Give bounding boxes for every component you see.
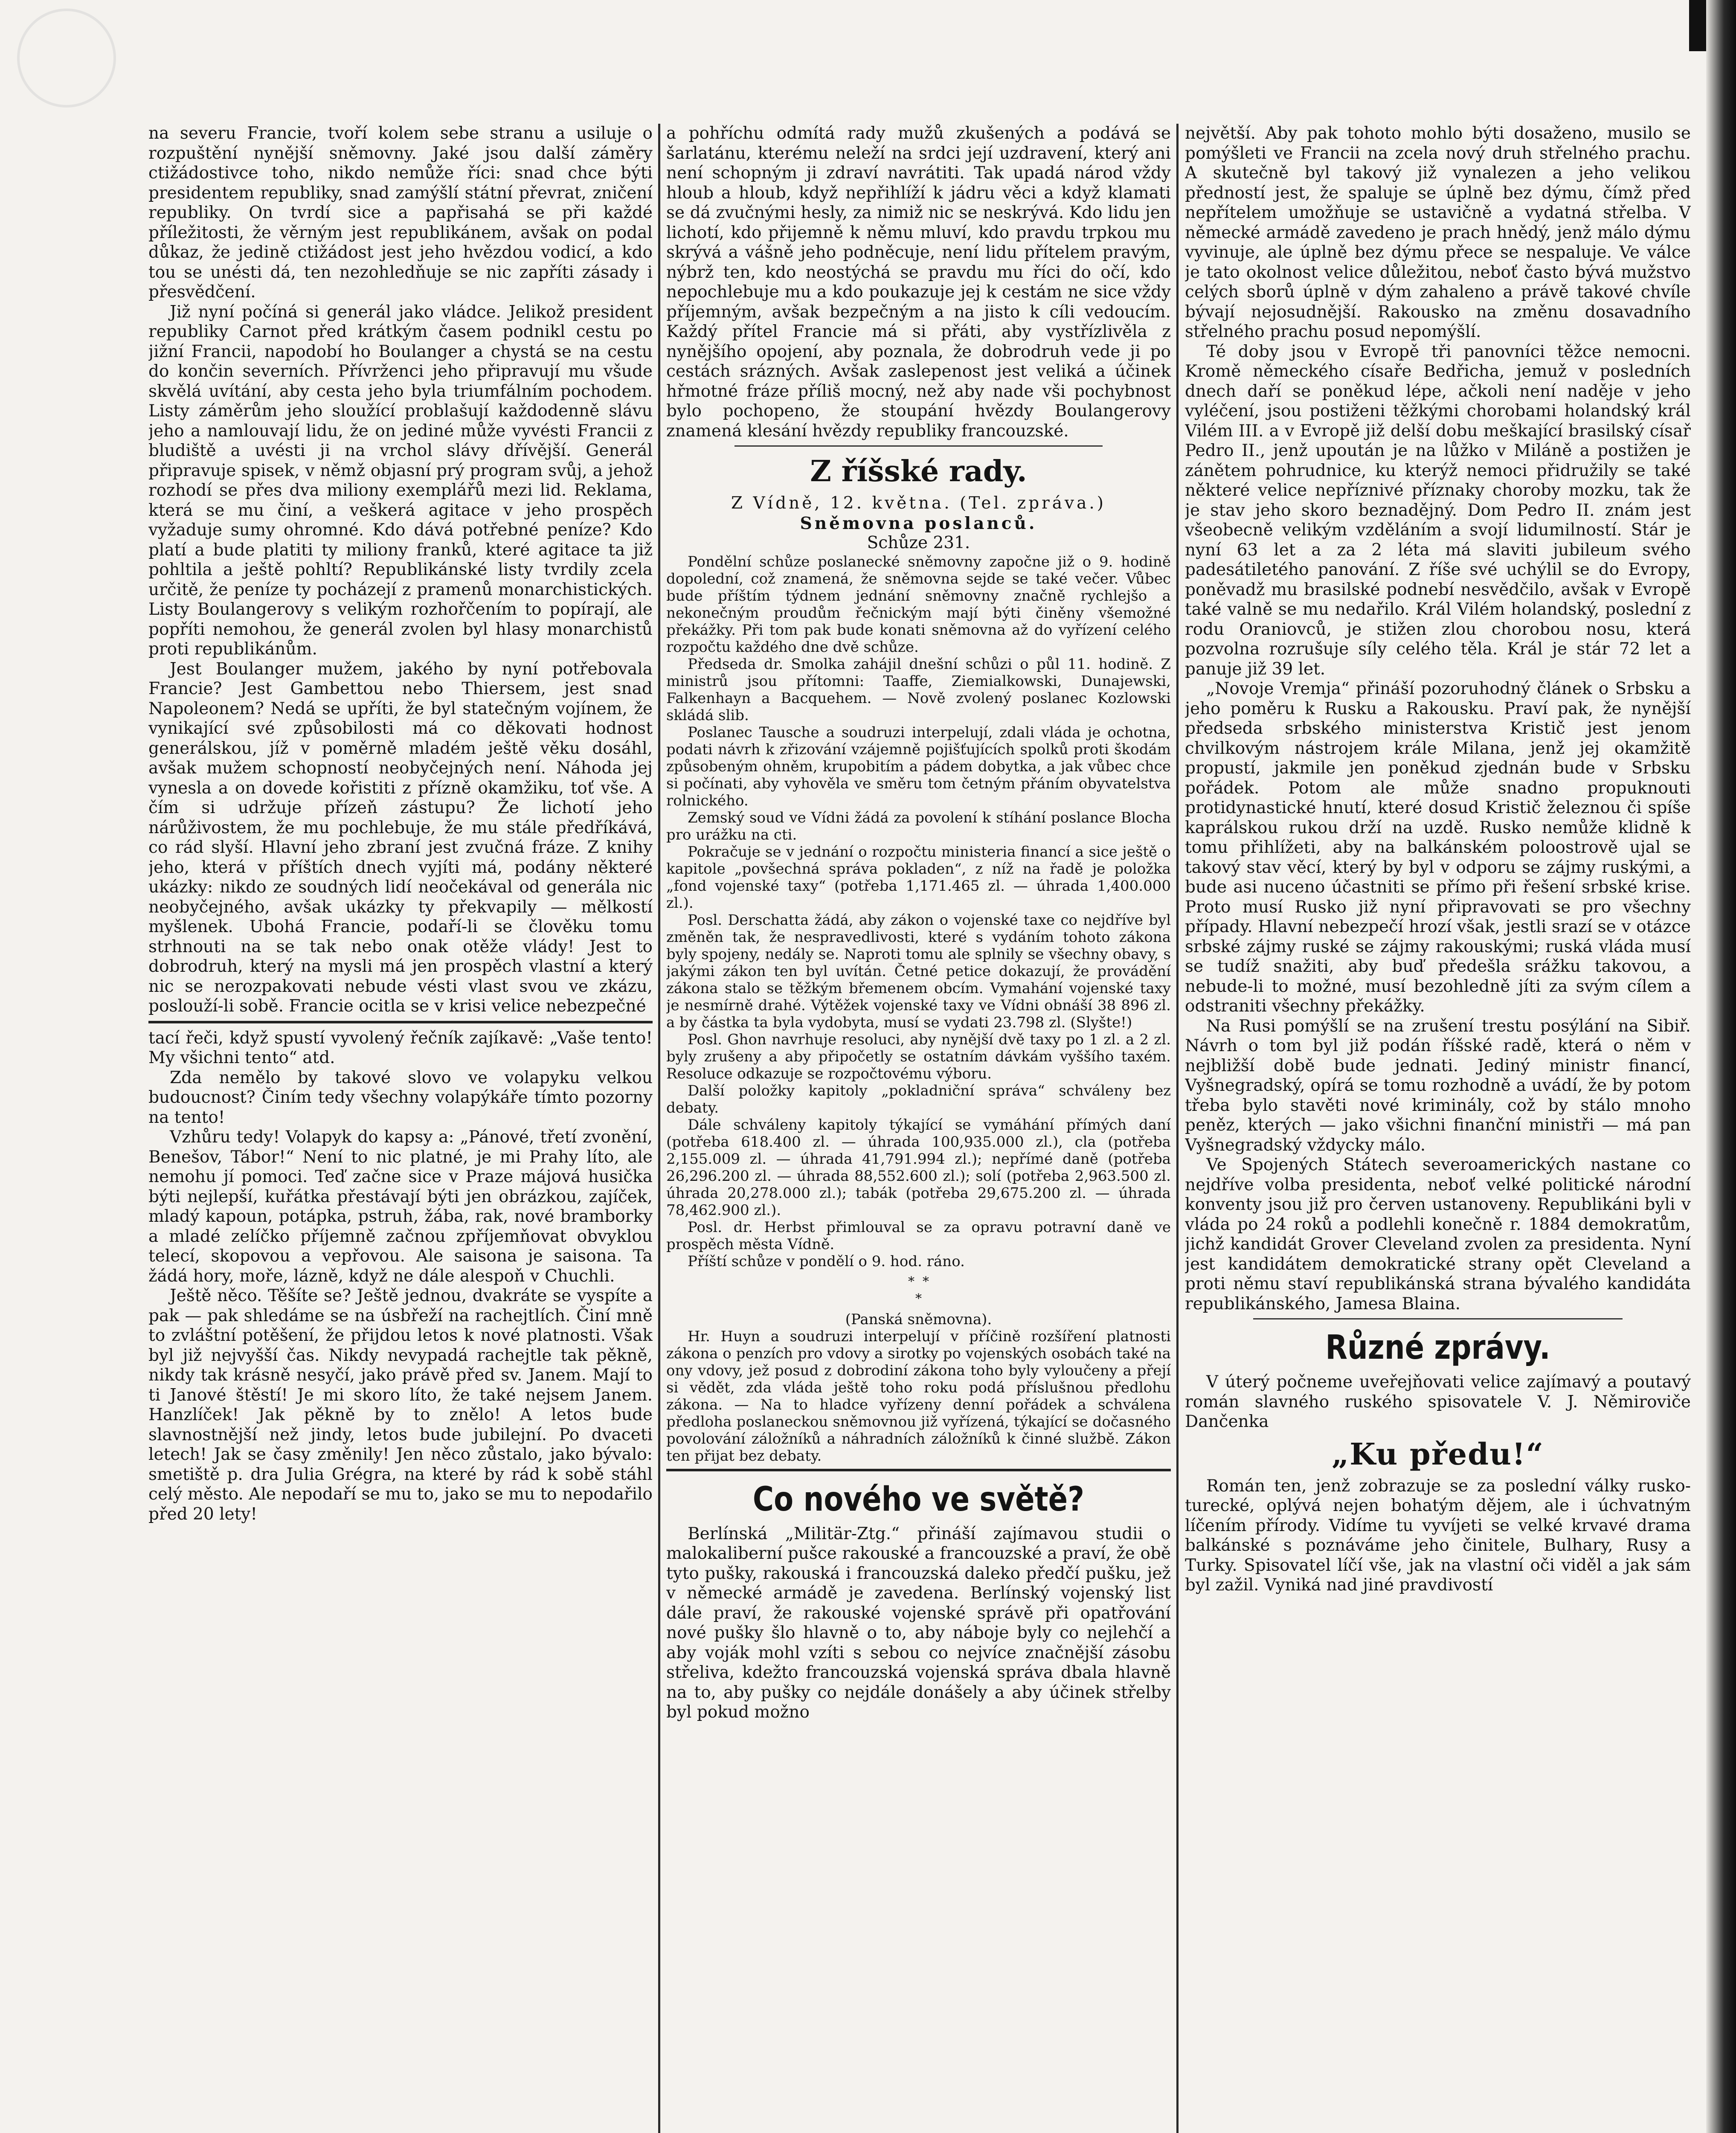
column-rule-left xyxy=(658,124,660,2133)
report-paragraph: Posl. Ghon navrhuje resoluci, aby nynější dvě taxy po 1 zl. a 2 zl. byly zrušeny a aby připočetly se ostatním dávkám vyššího taxém. Resoluce odkazuje se rozpočtovému výboru. xyxy=(666,1031,1171,1082)
report-paragraph: Další položky kapitoly „pokladniční správa“ schváleny bez debaty. xyxy=(666,1082,1171,1116)
scan-edge xyxy=(1706,0,1736,2133)
report-paragraph: Poslanec Tausche a soudruzi interpelují, zdali vláda je ochotna, podati návrh k zřizování vzájemně pojišťujících spolků proti škodám způsobeným ohněm, krupobitím a pádem dobytka, a jak vůbec chce si počínati, aby vyhověla ve směru tom četným přáním obyvatelstva rolnického. xyxy=(666,724,1171,809)
scan-corner xyxy=(1689,0,1706,51)
report-paragraph: Posl. dr. Herbst přimlouval se za opravu potravní daně ve prospěch města Vídně. xyxy=(666,1218,1171,1253)
report-paragraph: Předseda dr. Smolka zahájil dnešní schůzi o půl 11. hodině. Z ministrů jsou přítomni: Taaffe, Ziemialkowski, Dunajewski, Falkenhayn a Bacquehem. — Nově zvolený poslanec Kozlowski skládá slib. xyxy=(666,655,1171,724)
report-paragraph: Pokračuje se v jednání o rozpočtu ministeria financí a sice ještě o kapitole „povšechná správa pokladen“, z níž na řadě je položka „fond vojenské taxy“ (potřeba 1,171.465 zl. — úhrada 1,400.000 zl.). xyxy=(666,843,1171,912)
feuilleton-paragraph: Zda nemělo by takové slovo ve volapyku velkou budoucnost? Činím tedy všechny volapýkáře tímto pozorny na tento! xyxy=(148,1068,653,1127)
sitting-number: Schůze 231. xyxy=(867,533,970,552)
article-paragraph: Ve Spojených Státech severoamerických nastane co nejdříve volba presidenta, neboť velké politické národní konventy jsou již pro červen ustanoveny. Republikáni byli v vláda po 24 roků a podlehli konečně r. 1884 demokratům, jichž kandidát Grover Cleveland zvolen za presidenta. Nyní jest kandidátem demokratické strany opět Cleveland a proti němu staví republikánská strana bývalého kandidáta republikánského, Jamesa Blaina. xyxy=(1185,1155,1691,1314)
article-paragraph: V úterý počneme uveřejňovati velice zajímavý a poutavý román slavného ruského spisovatele V. J. Němiroviče Dančenka xyxy=(1185,1372,1691,1431)
article-paragraph: Té doby jsou v Evropě tři panovníci těžce nemocni. Kromě německého císaře Bedřicha, jemuž v posledních dnech daří se poněkud lépe, ačkoli není naděje v jeho vyléčení, jsou postiženi těžkými chorobami holandský král Vilém III. a v Evropě již delší dobu meškající brasilský císař Pedro II., jenž upoután je na lůžko v Miláně a postižen je zánětem pohrudnice, ku kterýž nemoci přidružily se také některé velice nepříznivé příznaky choroby mozku, tak že je stav jeho skoro beznadějný. Dom Pedro II. znám jest všeobecně velikým vzděláním a svojí lidumilností. Stár je nyní 63 let a za 2 léta má slaviti jubileum svého padesátiletého panování. Z říše své uchýlil se do Evropy, poněvadž mu brasilské podnebí nesvědčilo, avšak v Evropě také valně se mu nedařilo. Král Vilém holandský, poslední z rodu Oraniovců, je stižen zlou chorobou nosu, která pozvolna rozrušuje síly celého těla. Král je stár 72 let a panuje již 39 let. xyxy=(1185,342,1691,679)
article-paragraph: a pohříchu odmítá rady mužů zkušených a podává se šarlatánu, kterému neleží na srdci její uzdravení, který ani není schopným ji zdraví navrátiti. Tak upadá národ vždy hloub a hloub, když nepřihlíží k jádru věci a když klamati se dá zvučnými hesly, za nimiž nic se neskrývá. Kdo lidu jen lichotí, kdo přijemně k němu mluví, kdo pravdu trpkou mu skrývá a vášně jeho podněcuje, není lidu přítelem pravým, nýbrž ten, kdo neostýchá se pravdu mu říci do očí, kdo nepochlebuje mu a kdo poukazuje jej k cestám ne sice vždy příjemným, avšak bezpečným a na jisto k cíli vedoucím. Každý přítel Francie má si přáti, aby vystřízlivěla z nynějšího opojení, aby poznala, že dobrodruh vede ji po cestách srázných. Avšak zaslepenost jest veliká a účinek hřmotné fráze příliš mocný, než aby nade vši pochybnost bylo pochopeno, že stoupání hvězdy Boulangerovy znamená klesání hvězdy republiky francouzské. xyxy=(666,124,1171,441)
section-divider xyxy=(666,1469,1171,1471)
article-paragraph: Jest Boulanger mužem, jakého by nyní potřebovala Francie? Jest Gambettou nebo Thiersem, jest snad Napoleonem? Nedá se upříti, že byl statečným vojínem, že vynikající své způsobilosti má co děkovati hodnost generálskou, jíž v poměrně mladém ještě věku dosáhl, avšak mužem schopností neobyčejných není. Náhoda jej vynesla a on dovede kořistiti z přízně okamžiku, toť vše. A čím si udržuje přízeň zástupu? Že lichotí jeho nárůživostem, že mu pochlebuje, že mu stále předříkává, co rád slyší. Hlavní jeho zbraní jest zvučná fráze. Z knihy jeho, která v příštích dnech vyjíti má, podány některé ukázky: nikdo ze soudných lidí neočekával od generála nic neobyčejného, avšak ukázky ty překvapily — mělkostí myšlenek. Ubohá Francie, podaří-li se člověku tomu strhnouti na se tak nebo onak otěže vlády! Jest to dobrodruh, který na mysli má jen prospěch vlastní a který nic se nerozpakovati nebude vésti vlast svou ve zkázu, poslouží-li sobě. Francie ocitla se v krisi velice nebezpečné xyxy=(148,659,653,1016)
column-1 xyxy=(148,124,653,2133)
report-paragraph: Příští schůze v pondělí o 9. hod. ráno. xyxy=(688,1252,965,1270)
feuilleton-divider xyxy=(148,1021,653,1023)
feuilleton-paragraph: Ještě něco. Těšíte se? Ještě jednou, dvakráte se vyspíte a pak — pak shledáme se na úsbřeží na rachejtlích. Činí mně to zvláštní potěšení, že přijdou letos k nové platnosti. Však byl již nejvyšší čas. Nikdy nevypadá rachejtle tak pěkně, nikdy tak krásně nesyčí, jako právě před sv. Janem. Mají to ti Janové štěstí! Je mi skoro líto, že také nejsem Janem. Hanzlíček! Jak pěkně by to znělo! A letos bude slavnostnější než jindy, letos bude jubilejní. Po dvaceti letech! Jak se časy změnily! Jen něco zůstalo, jako bývalo: smetiště p. dra Julia Grégra, na které by rád k sobě stáhl celý město. Ale nepodaří se mu to, jako se mu to nepodařilo před 20 lety! xyxy=(148,1286,653,1524)
section-title-rissky-rady: Z říšské rady. xyxy=(810,454,1027,488)
section-divider xyxy=(1253,1318,1623,1319)
report-paragraph: Zemský soud ve Vídni žádá za povolení k stíhání poslance Blocha pro urážku na cti. xyxy=(666,809,1171,843)
column-2 xyxy=(666,124,1171,2133)
section-title-ruzne-zpravy: Různé zprávy. xyxy=(1325,1328,1550,1367)
article-paragraph: „Novoje Vremja“ přináší pozoruhodný článek o Srbsku a jeho poměru k Rusku a Rakousku. Praví pak, že nynější předseda srbského ministerstva Kristič jest jenom chvilkovým nástrojem krále Milana, jenž jej okamžitě propustí, jakmile jen poněkud zjednán bude v Srbsku pořádek. Potom ale může snadno propuknouti protidynastické hnutí, které dosud Kristič železnou či spíše kaprálskou rukou drží na uzdě. Rusko nemůže klidně k tomu přihlížeti, aby na balkánském poloostrově ujal se takový stav věcí, který by byl v odporu se zájmy ruskými, a bude asi nuceno účastniti se přímo při řešení srbské krise. Proto musí Rusko již nyní připravovati se pro všechny případy. Hlavní nebezpečí hrozí však, jestli srazí se v otázce srbské zájmy ruské se zájmy rakouskými; ruská vláda musí se tudíž snažiti, aby buď předešla srážku takovou, a nebude-li to možné, musí bezohledně jíti za svým cílem a odstraniti všechny překážky. xyxy=(1185,679,1691,1016)
library-stamp xyxy=(17,9,116,108)
article-paragraph: Berlínská „Militär-Ztg.“ přináší zajímavou studii o malokaliberní pušce rakouské a francouzské a praví, že obě tyto pušky, rakouská i francouzská daleko předčí pušku, jež v německé armádě je zavedena. Berlínský vojenský list dále praví, že rakouské vojenské správě při opatřování nové pušky šlo hlavně o to, aby náboje byly co nejlehčí a aby voják mohl vzíti s sebou co nejvíce značnější zásobu střeliva, kdežto francouzská vojenská správa dbala hlavně na to, aby pušky co nejdále donášely a aby účinek střelby byl pokud možno xyxy=(666,1524,1171,1722)
report-paragraph: Pondělní schůze poslanecké sněmovny započne již o 9. hodině dopolední, což znamená, že sněmovna sejde se také večer. Vůbec bude příštím týdnem jednání sněmovny značně rychlejšo a nekonečným proudům řečnickým mají býti činěny všemožné překážky. Při tom pak bude konati sněmovna až do vyřízení celého rozpočtu každého dne dvě schůze. xyxy=(666,553,1171,656)
article-paragraph: na severu Francie, tvoří kolem sebe stranu a usiluje o rozpuštění nynější sněmovny. Jaké jsou další záměry ctižádostivce toho, nikdo nemůže říci: snad chce býti presidentem republiky, snad zamýšlí státní převrat, zničení republiky. On tvrdí sice a papřisahá se při každé příležitosti, že věrným jest republikánem, avšak on podal důkaz, že jedině ctižádost jest jeho hvězdou vodicí, a kdo tou se unésti dá, ten nezohledňuje se nic zapříti zásady i přesvědčení. xyxy=(148,124,653,302)
report-paragraph: Posl. Derschatta žádá, aby zákon o vojenské taxe co nejdříve byl změněn tak, že nespravedlivosti, které s vydáním tohoto zákona byly spojeny, nedály se. Naproti tomu ale splnily se všechny obavy, s jakými zákon ten byl uvítán. Četné petice dokazují, že provádění zákona stalo se těžkým břemenem obcím. Vymahání vojenské taxy je nesmírně drahé. Výtěžek vojenské taxy ve Vídni obnáší 38 896 zl. a by částka ta byla vydobyta, musí se vydati 23.798 zl. (Slyšte!) xyxy=(666,911,1171,1031)
feuilleton-paragraph: Vzhůru tedy! Volapyk do kapsy a: „Pánové, třetí zvonění, Benešov, Tábor!“ Není to nic platné, je mi Prahy líto, ale nemohu jí pomoci. Teď začne sice v Praze májová husička býti nejlepší, kuřátka přestávají býti jen obrázkou, zajíček, mladý kapoun, potápka, pstruh, žába, rak, nové bramborky a mladé zelíčko příjemně začnou zpříjemňovat obvyklou telecí, skopovou a vepřovou. Ale saisona je saisona. Ta žádá hory, moře, lázně, když ne dále alespoň v Chuchli. xyxy=(148,1128,653,1286)
novel-title: „Ku předu!“ xyxy=(1331,1436,1544,1472)
article-paragraph: největší. Aby pak tohoto mohlo býti dosaženo, musilo se pomýšleti ve Francii na zcela nový druh střelného prachu. A skutečně byl takový již vynalezen a jeho velikou předností jest, že spaluje se úplně bez dýmu, čímž před nepřítelem umožňuje se ustavičně a vydatná střelba. V německé armádě zavedeno je prach hnědý, jenž málo dýmu vyvinuje, ale úplně bez dýmu přece se nespaluje. Ve válce je tato okolnost velice důležitou, neboť často bývá mužstvo celých sborů úplně v dým zahaleno a právě takové chvíle bývají nejosudnější. Rakousko na změnu dosavadního střelného prachu posud nepomýšlí. xyxy=(1185,124,1691,341)
column-rule-right xyxy=(1176,124,1179,2133)
article-paragraph: Román ten, jenž zobrazuje se za poslední války rusko-turecké, oplývá nejen bohatým dějem, ale i úchvatným líčením přírody. Vidíme tu vyvíjeti se velké krvavé drama balkánské s poznáváme jeho činitele, Bulhary, Rusy a Turky. Spisovatel líčí vše, jak na vlastní oči viděl a jak sám byl zažil. Vyniká nad jiné pravdivostí xyxy=(1185,1476,1691,1595)
section-divider xyxy=(734,445,1103,447)
report-paragraph: Dále schváleny kapitoly týkající se vymáhání přímých daní (potřeba 618.400 zl. — úhrada 100,935.000 zl.), cla (potřeba 2,155.009 zl. — úhrada 41,791.994 zl.); nepřímé daně (potřeba 26,296.200 zl. — úhrada 88,552.600 zl.); solí (potřeba 2,963.500 zl. úhrada 20,278.000 zl.); tabák (potřeba 29,675.200 zl. — úhrada 78,462.900 zl.). xyxy=(666,1116,1171,1219)
report-paragraph: Hr. Huyn a soudruzi interpelují v příčině rozšíření platnosti zákona o penzích pro vdovy a sirotky po vojenských osobách také na ony vdovy, jež posud z dobrodiní zákona toho byly vyloučeny a přejí si vědět, zda vláda ještě toho roku podá příslušnou předlohu zákona. — Na to hladce vyřízeny denní pořádek a schválena předloha poslaneckou sněmovnou již vyřízená, týkající se dočasného povolování záložníků a náhradních záložníků k činné službě. Zákon ten přijat bez debaty. xyxy=(666,1328,1171,1465)
feuilleton-paragraph: tací řeči, když spustí vyvolený řečník zajíkavě: „Vaše tento! My všichni tento“ atd. xyxy=(148,1028,653,1067)
section-title-co-noveho: Co nového ve světě? xyxy=(752,1480,1085,1519)
column-3 xyxy=(1185,124,1691,2133)
subsection-title: Sněmovna poslanců. xyxy=(800,513,1037,533)
subsection-title-panska: (Panská sněmovna). xyxy=(845,1311,992,1328)
ornament-dots: * * * xyxy=(908,1274,929,1306)
dateline: Z Vídně, 12. května. (Tel. zpráva.) xyxy=(731,494,1106,513)
article-paragraph: Na Rusi pomýšlí se na zrušení trestu posýlání na Sibiř. Návrh o tom byl již podán říšské radě, která o něm v nejbližší době bude jednati. Jediný ministr financí, Vyšnegradský, opírá se tomu rozhodně a uvádí, že by potom třeba bylo stavěti nové kriminály, což by stálo mnoho peněz, kterých — jako všichni finanční ministři — má pan Vyšnegradský vždycky málo. xyxy=(1185,1016,1691,1155)
article-paragraph: Již nyní počíná si generál jako vládce. Jelikož president republiky Carnot před krátkým časem podnikl cestu po jižní Francii, napodobí ho Boulanger a chystá se na cestu do končin severních. Přívrženci jeho připravují mu všude skvělá uvítání, aby cesta jeho byla triumfálním pochodem. Listy záměrům jeho sloužící problašují každodenně slávu jeho a namlouvají lidu, že on jediné může vyvésti Francii z bludiště a uvésti ji na vrchol slávy dřívější. Generál připravuje spisek, v němž objasní prý program svůj, a jehož rozhodí se přes dva miliony exemplářů mezi lid. Reklama, která se mu činí, a veškerá agitace v jeho prospěch vyžaduje sumy ohromné. Kdo dává potřebné peníze? Kdo platí a bude platiti ty miliony franků, které agitace ta již pohltila a ještě pohltí? Republikánské listy tvrdily zcela určitě, že peníze ty pocházejí z pramenů monarchistických. Listy Boulangerovy s velikým rozhořčením to popírají, ale popříti nemohou, že generál zvolen byl hlasy monarchistů proti republikánům. xyxy=(148,302,653,659)
